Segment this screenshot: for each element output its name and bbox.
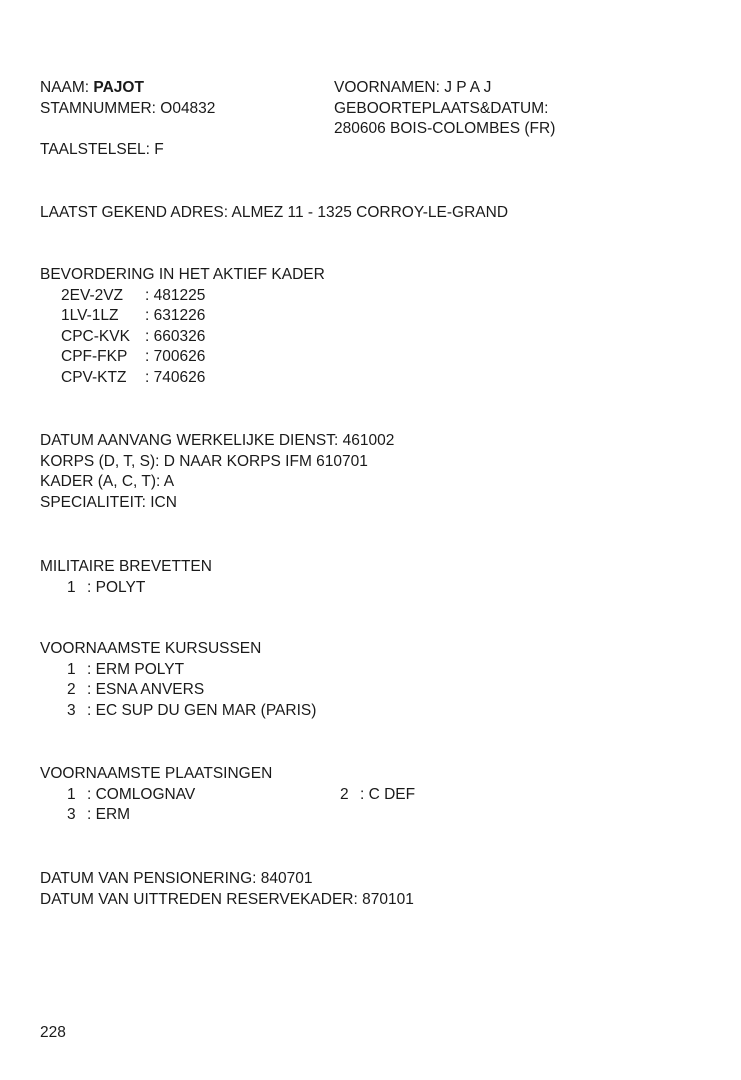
bevordering-date: : 660326 bbox=[145, 327, 206, 345]
brevetten-title: MILITAIRE BREVETTEN bbox=[40, 558, 212, 575]
specialiteit: SPECIALITEIT: ICN bbox=[40, 493, 177, 511]
bevordering-code: 2EV-2VZ bbox=[61, 286, 124, 304]
plaatsingen-title: VOORNAAMSTE PLAATSINGEN bbox=[40, 765, 273, 782]
bevordering-item bbox=[40, 327, 325, 348]
kursus-number: 1 bbox=[67, 660, 76, 678]
bevordering-section bbox=[40, 265, 325, 388]
plaatsing-row bbox=[40, 805, 640, 826]
bevordering-date: : 740626 bbox=[145, 368, 206, 386]
kursus-item bbox=[40, 680, 316, 701]
kursus-text: : EC SUP DU GEN MAR (PARIS) bbox=[87, 701, 317, 719]
identity-right bbox=[334, 78, 555, 140]
plaatsing-number: 2 bbox=[340, 785, 349, 803]
pensioen-section bbox=[40, 869, 414, 910]
dienst-section bbox=[40, 431, 394, 513]
plaatsing-number: 1 bbox=[67, 785, 76, 803]
voornamen: VOORNAMEN: J P A J bbox=[334, 79, 492, 96]
bevordering-code: 1LV-1LZ bbox=[61, 307, 119, 324]
bevordering-item bbox=[40, 286, 325, 307]
bevordering-item bbox=[40, 306, 325, 327]
plaatsing-text: : COMLOGNAV bbox=[87, 785, 196, 803]
plaatsing-text: : ERM bbox=[87, 806, 131, 823]
geboorte-value: 280606 BOIS-COLOMBES (FR) bbox=[334, 120, 556, 137]
kursussen-title: VOORNAAMSTE KURSUSSEN bbox=[40, 640, 262, 657]
bevordering-title: BEVORDERING IN HET AKTIEF KADER bbox=[40, 266, 325, 283]
bevordering-date: : 631226 bbox=[145, 307, 206, 324]
geboorte-label: GEBOORTEPLAATS&DATUM: bbox=[334, 99, 549, 117]
adres: LAATST GEKEND ADRES: ALMEZ 11 - 1325 CORROY-LE-GRAND bbox=[40, 204, 509, 221]
identity-left bbox=[40, 78, 215, 160]
page-number: 228 bbox=[40, 1024, 66, 1041]
pensionering: DATUM VAN PENSIONERING: 840701 bbox=[40, 870, 313, 887]
aanvang-dienst: DATUM AANVANG WERKELIJKE DIENST: 461002 bbox=[40, 432, 395, 449]
kursussen-section bbox=[40, 639, 316, 721]
naam-line bbox=[40, 78, 215, 99]
bevordering-item bbox=[40, 347, 325, 368]
uittreden-reservekader: DATUM VAN UITTREDEN RESERVEKADER: 870101 bbox=[40, 890, 414, 908]
bevordering-code: CPC-KVK bbox=[61, 327, 130, 345]
plaatsing-number: 3 bbox=[67, 806, 76, 823]
kader: KADER (A, C, T): A bbox=[40, 473, 175, 490]
brevet-item bbox=[40, 578, 212, 599]
stamnummer: STAMNUMMER: O04832 bbox=[40, 99, 216, 117]
kursus-number: 3 bbox=[67, 701, 76, 719]
korps: KORPS (D, T, S): D NAAR KORPS IFM 610701 bbox=[40, 452, 368, 470]
bevordering-item bbox=[40, 368, 325, 389]
naam-value: PAJOT bbox=[93, 79, 144, 96]
plaatsing-row bbox=[40, 785, 640, 806]
naam-label: NAAM: bbox=[40, 79, 90, 96]
bevordering-date: : 481225 bbox=[145, 286, 206, 304]
kursus-text: : ESNA ANVERS bbox=[87, 681, 205, 698]
brevet-number: 1 bbox=[67, 578, 76, 596]
brevet-text: : POLYT bbox=[87, 578, 146, 596]
bevordering-code: CPV-KTZ bbox=[61, 368, 127, 386]
brevetten-section bbox=[40, 557, 212, 598]
kursus-item bbox=[40, 701, 316, 722]
taalstelsel: TAALSTELSEL: F bbox=[40, 140, 164, 158]
kursus-text: : ERM POLYT bbox=[87, 660, 185, 678]
bevordering-code: CPF-FKP bbox=[61, 348, 128, 365]
bevordering-date: : 700626 bbox=[145, 348, 206, 365]
kursus-number: 2 bbox=[67, 681, 76, 698]
plaatsing-item-right bbox=[340, 785, 415, 806]
plaatsingen-section bbox=[40, 764, 640, 826]
plaatsing-text: : C DEF bbox=[360, 785, 416, 803]
kursus-item bbox=[40, 660, 316, 681]
